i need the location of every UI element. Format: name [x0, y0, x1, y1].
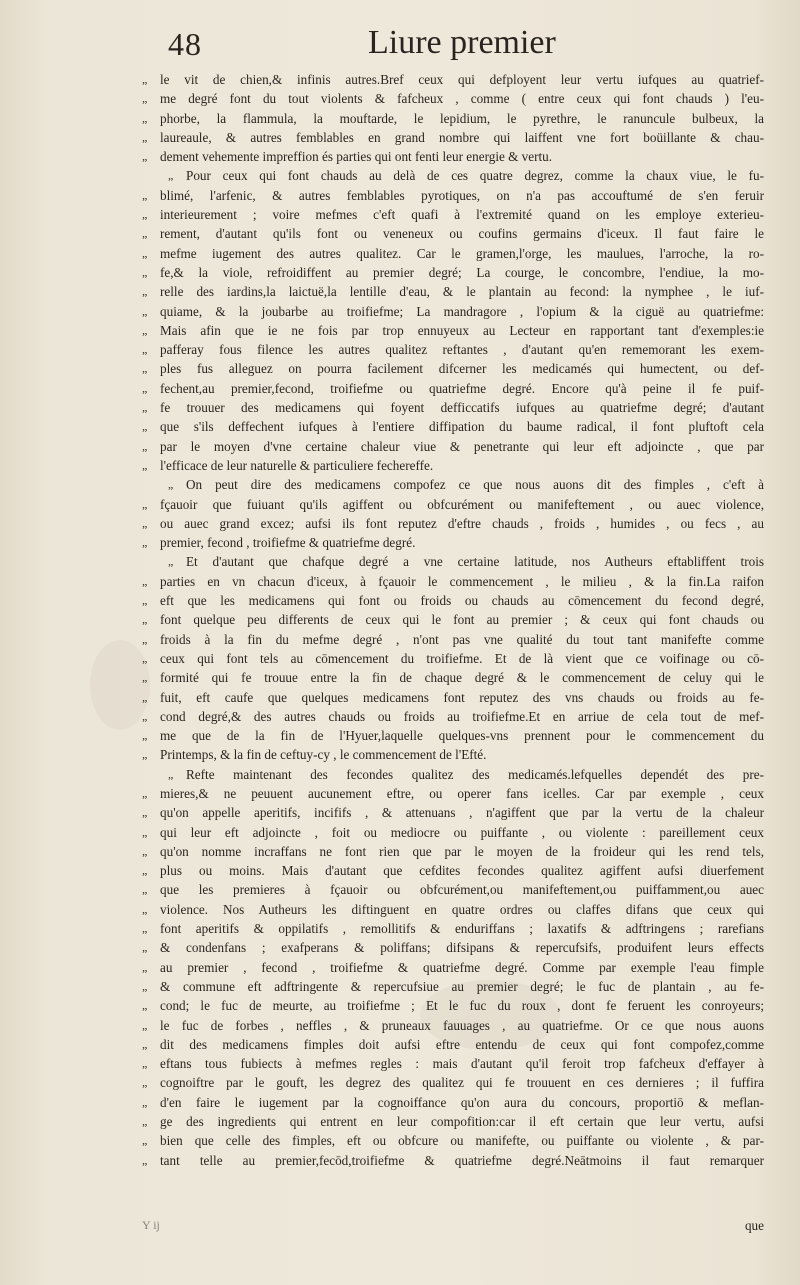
line-text: cognoiftre par le gouft, les degrez des qualitez qui fe trouuent en ces dernieres ; il fuffira [160, 1075, 764, 1091]
text-line [142, 649, 764, 668]
quote-marker: „ [142, 785, 148, 800]
line-text: laureaule, & autres femblables en grand nombre qui laiffent vne fort boüillante & chau- [160, 129, 764, 145]
line-text: fe trouuer des medicamens qui foyent defficcatifs iufques au quatriefme degré; d'autant [160, 400, 764, 416]
text-line [142, 803, 764, 822]
line-text: ge des ingredients qui entrent en leur compofition:car il eft certain que leur vertu, aufsi [160, 1114, 764, 1130]
quote-marker: „ [142, 322, 148, 337]
line-text: violence. Nos Autheurs les diftinguent en quatre ordres ou claffes difans que ceux qui [160, 901, 764, 917]
quote-marker: „ [168, 168, 174, 183]
text-line [142, 379, 764, 398]
quote-marker: „ [142, 1114, 148, 1129]
text-line [142, 1035, 764, 1054]
quote-marker: „ [168, 766, 174, 781]
quote-marker: „ [142, 593, 148, 608]
quote-marker: „ [142, 110, 148, 125]
catchword: que [744, 1218, 764, 1233]
quote-marker: „ [142, 207, 148, 222]
quote-marker: „ [142, 187, 148, 202]
line-text: plus ou moins. Mais d'autant que cefdites fecondes qualitez agiffent aufsi diuerfement [160, 863, 764, 879]
quote-marker: „ [142, 400, 148, 415]
line-text: quiame, & la joubarbe au troifiefme; La mandragore , l'opium & la ciguë au quatriefme: [160, 303, 764, 319]
text-line [142, 745, 764, 764]
text-line [142, 166, 764, 185]
line-text: que les premieres à fçauoir ou obfcurément,ou manifeftement,ou puiffamment,ou auec [160, 882, 764, 898]
line-text: Et d'autant que chafque degré a vne certaine latitude, nos Autheurs eftabliffent trois [186, 554, 764, 570]
quote-marker: „ [142, 708, 148, 723]
quote-marker: „ [142, 1056, 148, 1071]
line-text: dement vehemente impreffion és parties qui ont fenti leur energie & vertu. [160, 149, 553, 165]
line-text: premier, fecond , troifiefme & quatriefme degré. [160, 535, 416, 551]
text-line [142, 533, 764, 552]
text-line [142, 630, 764, 649]
text-line [142, 572, 764, 591]
line-text: par le moyen d'vne certaine chaleur viue & penetrante qui leur eft adjoincte , que par [160, 438, 764, 454]
text-line [142, 726, 764, 745]
line-text: cond degré,& des autres chauds ou froids au troifiefme.Et en arriue de cela tout de mef- [160, 708, 764, 724]
line-text: ceux qui font tels au cōmencement du troifiefme. Et de là vient que ce voifinage ou cō- [160, 650, 764, 666]
quote-marker: „ [168, 554, 174, 569]
text-line [142, 417, 764, 436]
page-number: 48 [168, 26, 202, 62]
line-text: le fuc de forbes , neffles , & pruneaux fauuages , au quatriefme. Or ce que nous auons [160, 1017, 764, 1033]
line-text: Mais afin que ie ne fois par trop ennuyeux au Lecteur en rapportant tant d'exemples:ie [160, 322, 764, 338]
line-text: d'en faire le iugement par la cognoiffance qu'on aura du concours, proportiō & meflan- [160, 1094, 764, 1110]
line-text: froids à la fin du mefme degré , n'ont pas vne qualité du tout tant manifefte comme [160, 631, 764, 647]
text-line [142, 688, 764, 707]
line-text: me degré font du tout violents & fafcheux , comme ( entre ceux qui font chauds ) l'eu- [160, 91, 764, 107]
line-text: relle des iardins,la laictuë,la lentille d'eau, & le plantain au fecond: la nymphee , le iuf- [160, 284, 764, 300]
quote-marker: „ [142, 728, 148, 743]
text-line [142, 977, 764, 996]
text-line [142, 495, 764, 514]
line-text: interieurement ; voire mefmes c'eft quafi à l'extremité quand on les employe exterieu- [160, 207, 764, 223]
line-text: formité qui fe trouue entre la fin de chaque degré & le commencement de celuy qui le [160, 670, 764, 686]
quote-marker: „ [142, 940, 148, 955]
text-line [142, 205, 764, 224]
line-text: font quelque peu differents de ceux qui le font au premier ; & ceux qui font chauds ou [160, 612, 764, 628]
body-text [142, 70, 764, 1170]
text-line [142, 1112, 764, 1131]
quote-marker: „ [142, 901, 148, 916]
line-text: que s'ils deffechent iufques à l'entiere diffipation du baume radical, il font pluftoft cela [160, 419, 764, 435]
text-line [142, 861, 764, 880]
text-line [142, 109, 764, 128]
line-text: qui leur eft adjoincte , foit ou mediocre ou puiffante , ou violente : pareillement ceux [160, 824, 764, 840]
line-text: eft que les medicamens qui font ou froids ou chauds au cōmencement du fecond degré, [160, 593, 764, 609]
quote-marker: „ [142, 419, 148, 434]
text-line [142, 610, 764, 629]
text-line [142, 186, 764, 205]
quote-marker: „ [142, 245, 148, 260]
text-line [142, 263, 764, 282]
line-text: Pour ceux qui font chauds au delà de ces quatre degrez, comme la chaux viue, le fu- [186, 168, 764, 184]
quote-marker: „ [142, 515, 148, 530]
quote-marker: „ [142, 612, 148, 627]
quote-marker: „ [142, 1152, 148, 1167]
line-text: fe,& la viole, refroidiffent au premier degré; La courge, le concombre, l'endiue, la mo- [160, 264, 764, 280]
quote-marker: „ [142, 1017, 148, 1032]
line-text: & commune eft adftringente & repercufsiue au premier degré; le fuc de plantain , au fe- [160, 978, 764, 994]
quote-marker: „ [142, 843, 148, 858]
quote-marker: „ [142, 670, 148, 685]
text-line [142, 707, 764, 726]
text-line [142, 784, 764, 803]
line-text: fuit, eft caufe que quelques medicamens font reputez des vns chauds ou froids au fe- [160, 689, 764, 705]
quote-marker: „ [142, 535, 148, 550]
text-line [142, 1093, 764, 1112]
text-line [142, 359, 764, 378]
quote-marker: „ [142, 998, 148, 1013]
text-line [142, 321, 764, 340]
quote-marker: „ [142, 1075, 148, 1090]
line-text: pafferay fous filence les autres qualitez reftantes , d'autant qu'en rememorant les exem- [160, 342, 764, 358]
text-line [142, 282, 764, 301]
line-text: qu'on nomme incraffans ne font rien que par le moyen de la froideur qui les rend tels, [160, 843, 764, 859]
line-text: fechent,au premier,fecond, troifiefme ou quatriefme degré. Encore qu'à peine il fe puif- [160, 380, 764, 396]
line-text: mieres,& ne peuuent aucunement eftre, ou operer fans icelles. Car par exemple , ceux [160, 785, 764, 801]
quote-marker: „ [142, 921, 148, 936]
line-text: qu'on appelle aperitifs, incififs , & attenuans , n'agiffent que par la vertu de la chaleur [160, 805, 764, 821]
quote-marker: „ [142, 457, 148, 472]
line-text: On peut dire des medicamens compofez ce que nous auons dit des fimples , c'eft à [186, 477, 764, 493]
quote-marker: „ [142, 1036, 148, 1051]
text-line [142, 880, 764, 899]
quote-marker: „ [142, 959, 148, 974]
text-line [142, 1131, 764, 1150]
line-text: l'efficace de leur naturelle & particuliere fechereffe. [160, 457, 434, 473]
quote-marker: „ [168, 477, 174, 492]
quote-marker: „ [142, 264, 148, 279]
text-line [142, 302, 764, 321]
text-line [142, 70, 764, 89]
page-footer [142, 1218, 764, 1238]
line-text: Refte maintenant des fecondes qualitez des medicamés.lefquelles dependét des pre- [186, 766, 764, 782]
quote-marker: „ [142, 226, 148, 241]
text-line [142, 224, 764, 243]
line-text: rement, d'autant qu'ils font ou veneneux ou coufins germains d'iceux. Il faut faire le [160, 226, 764, 242]
line-text: cond; le fuc de meurte, au troifiefme ; Et le fuc du roux , dont fe feruent les conroyeurs; [160, 998, 764, 1014]
text-line [142, 765, 764, 784]
quote-marker: „ [142, 747, 148, 762]
text-line [142, 1151, 764, 1170]
quote-marker: „ [142, 863, 148, 878]
text-line [142, 842, 764, 861]
line-text: ou auec grand excez; aufsi ils font reputez d'eftre chauds , froids , humides , ou fecs , au [160, 515, 764, 531]
text-line [142, 1016, 764, 1035]
quote-marker: „ [142, 149, 148, 164]
quote-marker: „ [142, 496, 148, 511]
quote-marker: „ [142, 438, 148, 453]
quote-marker: „ [142, 573, 148, 588]
text-line [142, 919, 764, 938]
quote-marker: „ [142, 1133, 148, 1148]
text-line [142, 340, 764, 359]
text-line [142, 147, 764, 166]
line-text: parties en vn chacun d'iceux, à fçauoir le commencement , le milieu , & la fin.La raifon [160, 573, 764, 589]
text-line [142, 668, 764, 687]
text-line [142, 514, 764, 533]
line-text: me que de la fin de l'Hyuer,laquelle quelques-vns prennent pour le commencement du [160, 728, 764, 744]
text-line [142, 437, 764, 456]
quote-marker: „ [142, 129, 148, 144]
line-text: mefme iugement des autres qualitez. Car le gramen,l'orge, les maulues, l'arroche, la ro- [160, 245, 764, 261]
text-line [142, 591, 764, 610]
quote-marker: „ [142, 824, 148, 839]
text-line [142, 938, 764, 957]
line-text: phorbe, la flammula, la mouftarde, le lepidium, le pyrethre, le ranuncule bulbeux, la [160, 110, 764, 126]
text-line [142, 475, 764, 494]
quote-marker: „ [142, 631, 148, 646]
text-line [142, 398, 764, 417]
quote-marker: „ [142, 689, 148, 704]
text-line [142, 128, 764, 147]
line-text: font aperitifs & oppilatifs , remollitifs & enduriffans ; laxatifs & adftringens ; rarefians [160, 921, 764, 937]
quote-marker: „ [142, 361, 148, 376]
text-line [142, 996, 764, 1015]
quote-marker: „ [142, 72, 148, 86]
text-line [142, 823, 764, 842]
quote-marker: „ [142, 342, 148, 357]
quote-marker: „ [142, 978, 148, 993]
line-text: bien que celle des fimples, eft ou obfcure ou manifefte, ou puiffante ou violente , & par- [160, 1133, 764, 1149]
text-line [142, 900, 764, 919]
page-header [168, 22, 608, 66]
text-line [142, 552, 764, 571]
line-text: dit des medicamens fimples doit aufsi eftre entendu de ceux qui font compofez,comme [160, 1036, 764, 1052]
text-line [142, 456, 764, 475]
text-line [142, 244, 764, 263]
line-text: tant telle au premier,fecōd,troifiefme & quatriefme degré.Neātmoins il faut remarquer [160, 1152, 764, 1168]
quote-marker: „ [142, 284, 148, 299]
signature-mark: Y ij [142, 1218, 160, 1232]
text-line [142, 1073, 764, 1092]
text-line [142, 89, 764, 108]
quote-marker: „ [142, 1094, 148, 1109]
line-text: fçauoir que fuiuant qu'ils agiffent ou obfcurément ou manifeftement , ou auec violence, [160, 496, 764, 512]
paper-stain [90, 640, 150, 730]
quote-marker: „ [142, 805, 148, 820]
line-text: ples fus alleguez on pourra facilement difcerner les medicamés qui humectent, ou def- [160, 361, 764, 377]
line-text: le vit de chien,& infinis autres.Bref ceux qui defployent leur vertu iufques au quatrief- [160, 72, 764, 87]
line-text: au premier , fecond , troifiefme & quatriefme degré. Comme par exemple l'eau fimple [160, 959, 764, 975]
quote-marker: „ [142, 303, 148, 318]
line-text: blimé, l'arfenic, & autres femblables pyrotiques, on n'a pas accouftumé de s'en feruir [160, 187, 764, 203]
text-line [142, 1054, 764, 1073]
text-line [142, 958, 764, 977]
line-text: Printemps, & la fin de ceftuy-cy , le commencement de l'Efté. [160, 747, 487, 763]
line-text: & condenfans ; exafperans & poliffans; difsipans & repercufsifs, produifent leurs effects [160, 940, 764, 956]
quote-marker: „ [142, 650, 148, 665]
quote-marker: „ [142, 91, 148, 106]
line-text: eftans tous fubiects à mefmes regles : mais d'autant qu'il feroit trop fafcheux d'effayer à [160, 1056, 764, 1072]
quote-marker: „ [142, 380, 148, 395]
running-title: Liure premier [368, 24, 556, 61]
quote-marker: „ [142, 882, 148, 897]
